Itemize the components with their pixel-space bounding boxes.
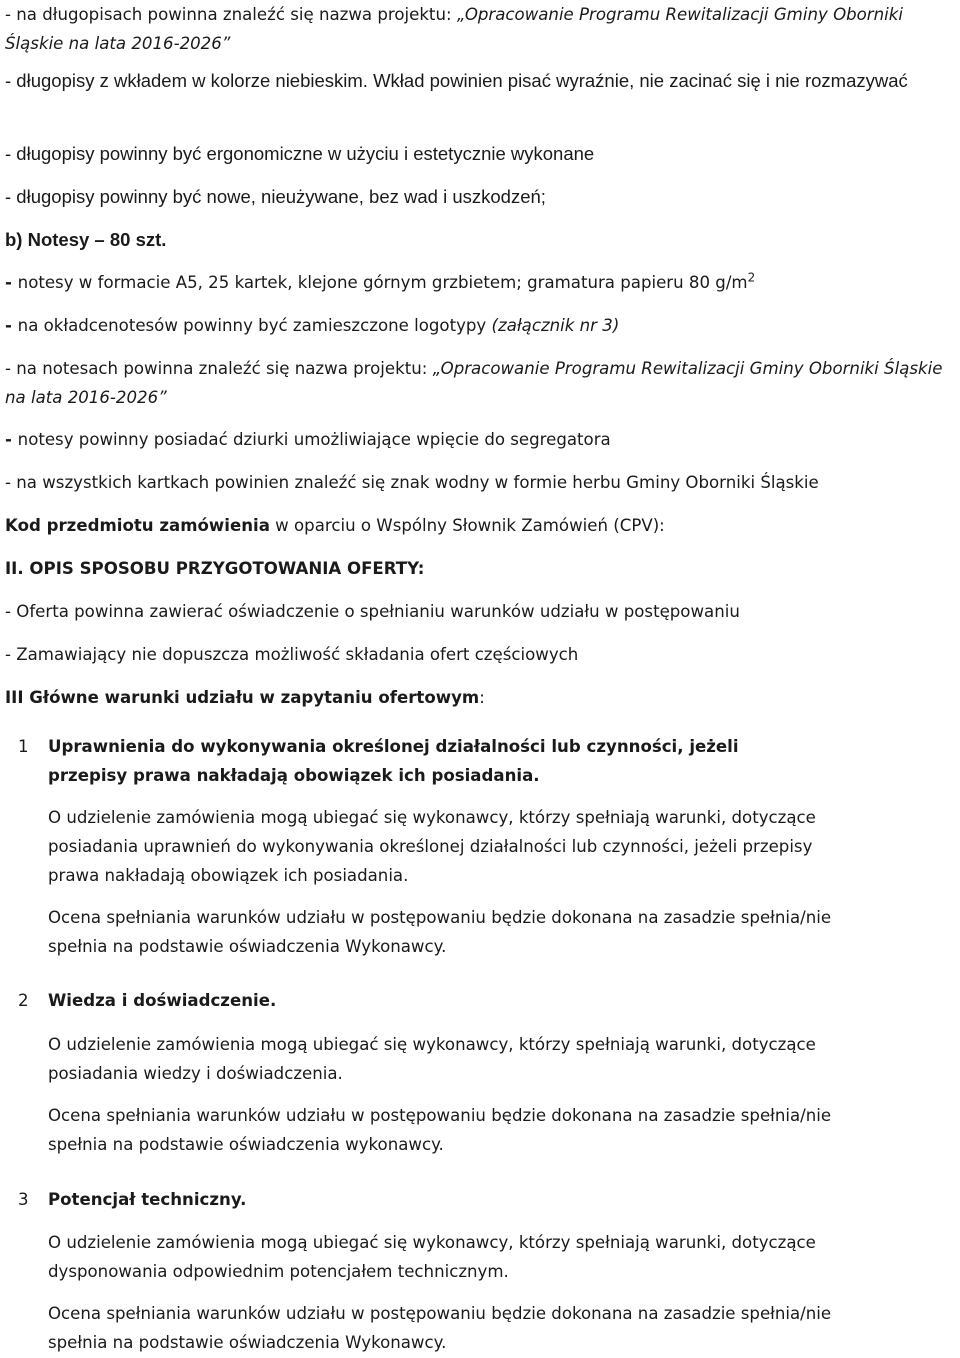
item-paragraph: O udzielenie zamówienia mogą ubiegać się wykonawcy, którzy spełniają warunki, dotyczące dysponowania odpowiednim potencjałem technicznym. [48, 1233, 816, 1281]
cpv-code-label: Kod przedmiotu zamówienia [5, 516, 270, 535]
notepads-holes-text: notesy powinny posiadać dziurki umożliwiające wpięcie do segregatora [17, 430, 611, 449]
pens-project-name-intro: - na długopisach powinna znaleźć się nazwa projektu: [5, 5, 457, 24]
watermark-line: - na wszystkich kartkach powinien znaleźć się znak wodny w formie herbu Gminy Oborniki Śląskie [5, 473, 819, 492]
section-ii-heading: II. OPIS SPOSOBU PRZYGOTOWANIA OFERTY: [5, 559, 425, 578]
item-paragraph: O udzielenie zamówienia mogą ubiegać się wykonawcy, którzy spełniają warunki, dotyczące posiadania uprawnień do wykonywania określonej działalności lub czynności, jeżeli przepisy prawa nakładają obowiązek ich posiadania. [48, 808, 816, 885]
partial-offers-line: - Zamawiający nie dopuszcza możliwość składania ofert częściowych [5, 645, 579, 664]
notepads-format-text: notesy w formacie A5, 25 kartek, klejone górnym grzbietem; gramatura papieru 80 g/m [17, 273, 748, 292]
project-title-italic: „Opracowanie Programu Rewitalizacji Gminy Oborniki Śląskie na lata 2016-2026” [5, 359, 943, 407]
pens-refill-line: - długopisy z wkładem w kolorze niebieskim. Wkład powinien pisać wyraźnie, nie zacinać się i nie rozmazywać [5, 70, 908, 91]
section-iii-title: III Główne warunki udziału w zapytaniu ofertowym [5, 688, 480, 707]
offer-statement-line: - Oferta powinna zawierać oświadczenie o spełnianiu warunków udziału w postępowaniu [5, 602, 740, 621]
notepads-project-name-line [5, 354, 945, 412]
dash: - [5, 316, 18, 335]
notepads-holes-line [5, 425, 950, 454]
item-number: 3 [18, 1190, 29, 1209]
item-title: Wiedza i doświadczenie. [48, 991, 277, 1010]
section-iii-colon: : [479, 688, 485, 707]
pens-new-line: - długopisy powinny być nowe, nieużywane, bez wad i uszkodzeń; [5, 186, 546, 207]
attachment-reference: (załącznik nr 3) [491, 316, 620, 335]
dash: - [5, 273, 18, 292]
cpv-code-text: w oparciu o Wspólny Słownik Zamówień (CPV): [269, 516, 665, 535]
item-paragraph: Ocena spełniania warunków udziału w postępowaniu będzie dokonana na zasadzie spełnia/nie spełnia na podstawie oświadczenia wykonawcy. [48, 1106, 832, 1154]
item-title: Uprawnienia do wykonywania określonej działalności lub czynności, jeżeli przepisy prawa nakładają obowiązek ich posiadania. [48, 737, 739, 785]
project-title-italic: „Opracowanie Programu Rewitalizacji Gminy Oborniki Śląskie na lata 2016-2026” [5, 5, 903, 53]
dash: - [5, 430, 18, 449]
item-paragraph: Ocena spełniania warunków udziału w postępowaniu będzie dokonana na zasadzie spełnia/nie spełnia na podstawie oświadczenia Wykonawcy. [48, 1304, 832, 1352]
notepads-project-name-intro: - na notesach powinna znaleźć się nazwa projektu: [5, 359, 433, 378]
item-number: 2 [18, 991, 29, 1010]
section-iii-heading [5, 683, 950, 712]
pens-ergonomic-line: - długopisy powinny być ergonomiczne w użyciu i estetycznie wykonane [5, 143, 595, 164]
item-number: 1 [18, 737, 29, 756]
superscript-2: 2 [747, 270, 756, 285]
item-paragraph: O udzielenie zamówienia mogą ubiegać się wykonawcy, którzy spełniają warunki, dotyczące posiadania wiedzy i doświadczenia. [48, 1035, 816, 1083]
notepads-format-line [5, 268, 950, 297]
notepads-logo-line [5, 311, 950, 340]
notepads-heading: b) Notesy – 80 szt. [5, 229, 167, 250]
pens-project-name-line [5, 0, 945, 58]
item-title: Potencjał techniczny. [48, 1190, 247, 1209]
item-paragraph: Ocena spełniania warunków udziału w postępowaniu będzie dokonana na zasadzie spełnia/nie spełnia na podstawie oświadczenia Wykonawcy. [48, 908, 832, 956]
cpv-code-line [5, 511, 950, 540]
notepads-logo-text: na okładcenotesów powinny być zamieszczone logotypy [17, 316, 492, 335]
